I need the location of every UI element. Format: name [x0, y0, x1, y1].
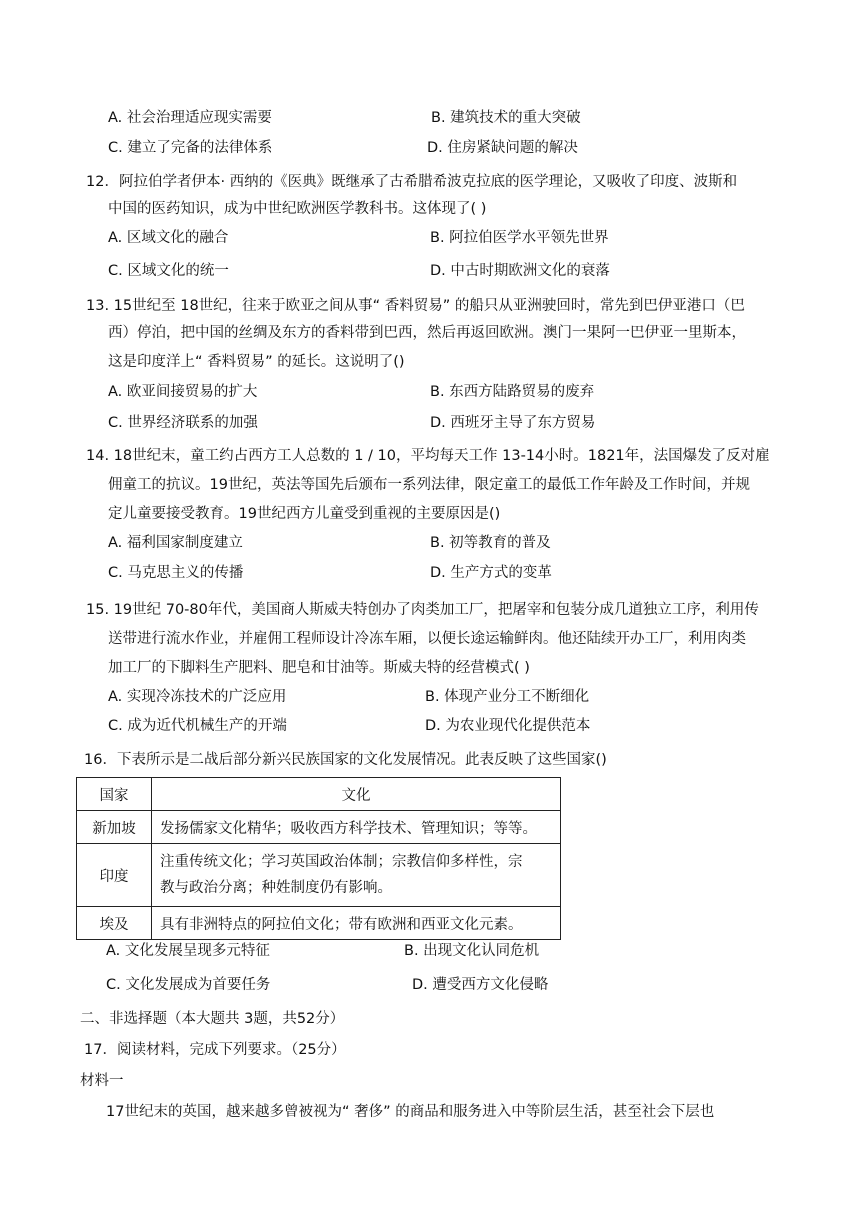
q12-stem-line-2: 中国的医药知识，成为中世纪欧洲医学教科书。这体现了( ) — [108, 201, 487, 217]
q11-option-b[interactable]: B. 建筑技术的重大突破 — [431, 110, 581, 126]
q12-option-a[interactable]: A. 区域文化的融合 — [108, 230, 229, 246]
q16-option-a[interactable]: A. 文化发展呈现多元特征 — [106, 943, 270, 959]
table-header-row — [77, 778, 561, 811]
q14-stem-line-1: 14. 18世纪末，童工约占西方工人总数的 1 / 10，平均每天工作 13-14小时。1821年，法国爆发了反对雇 — [86, 448, 770, 464]
q14-stem-line-3: 定儿童要接受教育。19世纪西方儿童受到重视的主要原因是() — [108, 506, 501, 522]
table-cell-culture — [152, 844, 561, 907]
table-cell-culture-line-2: 教与政治分离；种姓制度仍有影响。 — [160, 880, 392, 896]
material-label: 材料一 — [80, 1073, 124, 1089]
q13-stem-line-1: 13. 15世纪至 18世纪，往来于欧亚之间从事“ 香料贸易” 的船只从亚洲驶回时，常先到巴伊亚港口（巴 — [86, 298, 745, 314]
table-row — [77, 907, 561, 940]
culture-table — [76, 777, 561, 940]
q11-option-d[interactable]: D. 住房紧缺问题的解决 — [427, 140, 578, 156]
table-cell-country: 印度 — [77, 844, 152, 907]
table-row — [77, 811, 561, 844]
q14-stem-line-2: 佣童工的抗议。19世纪，英法等国先后颁布一系列法律，限定童工的最低工作年龄及工作时间，并规 — [108, 477, 750, 493]
q15-stem-line-3: 加工厂的下脚料生产肥料、肥皂和甘油等。斯威夫特的经营模式( ) — [108, 660, 530, 676]
q12-stem-line-1: 12．阿拉伯学者伊本· 西纳的《医典》既继承了古希腊希波克拉底的医学理论，又吸收了印度、波斯和 — [86, 174, 738, 190]
q14-option-b[interactable]: B. 初等教育的普及 — [430, 535, 551, 551]
q14-option-a[interactable]: A. 福利国家制度建立 — [108, 535, 243, 551]
q16-stem: 16．下表所示是二战后部分新兴民族国家的文化发展情况。此表反映了这些国家() — [84, 752, 607, 768]
q15-option-d[interactable]: D. 为农业现代化提供范本 — [425, 718, 591, 734]
table-cell-country: 埃及 — [77, 907, 152, 940]
q14-option-c[interactable]: C. 马克思主义的传播 — [108, 565, 244, 581]
q12-option-b[interactable]: B. 阿拉伯医学水平领先世界 — [430, 230, 609, 246]
table-cell-culture: 发扬儒家文化精华；吸收西方科学技术、管理知识；等等。 — [152, 811, 561, 844]
q11-option-c[interactable]: C. 建立了完备的法律体系 — [108, 140, 273, 156]
table-row — [77, 844, 561, 907]
material-text-line: 17世纪末的英国，越来越多曾被视为“ 奢侈” 的商品和服务进入中等阶层生活，甚至社会下层也 — [106, 1104, 715, 1120]
q16-option-b[interactable]: B. 出现文化认同危机 — [404, 943, 540, 959]
q13-stem-line-2: 西）停泊，把中国的丝绸及东方的香料带到巴西，然后再返回欧洲。澳门一果阿一巴伊亚一里斯本， — [108, 325, 746, 341]
q12-option-d[interactable]: D. 中古时期欧洲文化的衰落 — [430, 263, 610, 279]
q15-stem-line-1: 15. 19世纪 70-80年代，美国商人斯威夫特创办了肉类加工厂，把屠宰和包装分成几道独立工序，利用传 — [86, 602, 759, 618]
q17-stem: 17．阅读材料，完成下列要求。（25分） — [84, 1042, 346, 1058]
q13-stem-line-3: 这是印度洋上“ 香料贸易” 的延长。这说明了() — [108, 354, 405, 370]
q14-option-d[interactable]: D. 生产方式的变革 — [430, 565, 552, 581]
q13-option-b[interactable]: B. 东西方陆路贸易的废弃 — [430, 384, 595, 400]
section-heading: 二、非选择题（本大题共 3题，共52分） — [80, 1011, 345, 1027]
q13-option-c[interactable]: C. 世界经济联系的加强 — [108, 415, 258, 431]
q13-option-d[interactable]: D. 西班牙主导了东方贸易 — [430, 415, 596, 431]
q16-option-d[interactable]: D. 遭受西方文化侵略 — [412, 977, 549, 993]
table-cell-culture-line-1: 注重传统文化；学习英国政治体制；宗教信仰多样性，宗 — [160, 854, 523, 870]
table-header-country: 国家 — [77, 778, 152, 811]
q13-option-a[interactable]: A. 欧亚间接贸易的扩大 — [108, 384, 258, 400]
table-cell-country: 新加坡 — [77, 811, 152, 844]
q11-option-a[interactable]: A. 社会治理适应现实需要 — [108, 110, 272, 126]
q12-option-c[interactable]: C. 区域文化的统一 — [108, 263, 229, 279]
q16-option-c[interactable]: C. 文化发展成为首要任务 — [106, 977, 271, 993]
q15-stem-line-2: 送带进行流水作业，并雇佣工程师设计冷冻车厢，以便长途运输鲜肉。他还陆续开办工厂，利用肉类 — [108, 631, 746, 647]
q15-option-b[interactable]: B. 体现产业分工不断细化 — [425, 689, 590, 705]
q15-option-c[interactable]: C. 成为近代机械生产的开端 — [108, 718, 287, 734]
table-cell-culture: 具有非洲特点的阿拉伯文化；带有欧洲和西亚文化元素。 — [152, 907, 561, 940]
q15-option-a[interactable]: A. 实现冷冻技术的广泛应用 — [108, 689, 287, 705]
table-header-culture: 文化 — [152, 778, 561, 811]
